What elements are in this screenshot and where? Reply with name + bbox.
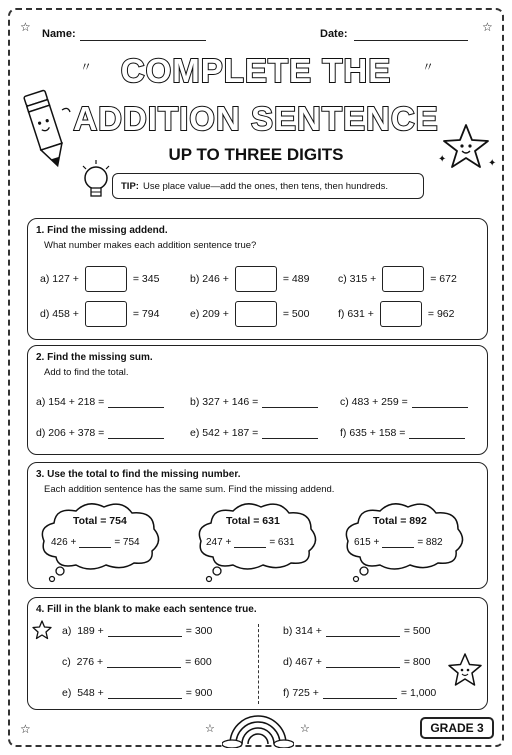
answer-blank[interactable] <box>108 428 164 439</box>
section-subtitle: Each addition sentence has the same sum. Find the missing addend. <box>44 484 335 495</box>
answer-box[interactable] <box>85 266 127 292</box>
page-subtitle: UP TO THREE DIGITS <box>168 145 344 164</box>
cloud-total: Total = 631 <box>226 515 280 527</box>
problem-item: d) 467 + = 800 <box>283 656 431 668</box>
cloud-equation: 247 + = 631 <box>206 537 295 548</box>
page-title-line2: ADDITION SENTENCE <box>73 100 439 137</box>
answer-blank[interactable] <box>412 397 468 408</box>
sparkle-icon: 〃 <box>422 60 435 74</box>
answer-box[interactable] <box>235 301 277 327</box>
tip-label: TIP: <box>121 180 139 192</box>
cloud-equation: 426 + = 754 <box>51 537 140 548</box>
star-icon <box>440 122 492 172</box>
name-label: Name: <box>42 28 76 40</box>
problem-item: d) 206 + 378 = <box>36 427 164 439</box>
section-title: 3. Use the total to find the missing number. <box>36 469 241 480</box>
name-field[interactable] <box>80 28 206 41</box>
rainbow-icon <box>222 712 294 748</box>
answer-blank[interactable] <box>108 688 182 699</box>
answer-blank[interactable] <box>409 428 465 439</box>
sparkle-icon: ✦ <box>438 154 447 165</box>
answer-blank[interactable] <box>108 626 182 637</box>
section-title: 4. Fill in the blank to make each sentence true. <box>36 604 257 615</box>
star-icon: ☆ <box>20 20 31 34</box>
answer-box[interactable] <box>382 266 424 292</box>
problem-item: c) 276 + = 600 <box>62 656 212 668</box>
problem-item: d) 458 + = 794 <box>40 301 159 327</box>
answer-blank[interactable] <box>262 428 318 439</box>
sparkle-icon: ✦ <box>488 158 497 169</box>
problem-item: a) 189 + = 300 <box>62 625 213 637</box>
answer-blank[interactable] <box>262 397 318 408</box>
problem-item: f) 631 + = 962 <box>338 301 455 327</box>
star-icon <box>32 620 52 640</box>
problem-item: f) 725 + = 1,000 <box>283 687 437 699</box>
answer-blank[interactable] <box>234 537 266 548</box>
column-divider <box>258 624 259 704</box>
answer-blank[interactable] <box>326 657 400 668</box>
page-title-line1: COMPLETE THE <box>120 52 392 89</box>
star-icon: ☆ <box>205 723 215 735</box>
section-title: 2. Find the missing sum. <box>36 352 153 363</box>
problem-item: e) 209 + = 500 <box>190 301 309 327</box>
problem-item: e) 548 + = 900 <box>62 687 213 699</box>
answer-blank[interactable] <box>108 397 164 408</box>
date-label: Date: <box>320 28 348 40</box>
problem-item: f) 635 + 158 = <box>340 427 465 439</box>
answer-blank[interactable] <box>323 688 397 699</box>
date-field[interactable] <box>354 28 468 41</box>
answer-box[interactable] <box>380 301 422 327</box>
section-subtitle: What number makes each addition sentence true? <box>44 240 257 251</box>
problem-item: e) 542 + 187 = <box>190 427 318 439</box>
tip-box <box>112 173 424 199</box>
section-subtitle: Add to find the total. <box>44 367 129 378</box>
section-missing-addend <box>27 218 488 340</box>
answer-box[interactable] <box>235 266 277 292</box>
section-fill-blank <box>27 597 488 710</box>
problem-item: c) 483 + 259 = <box>340 396 468 408</box>
answer-blank[interactable] <box>107 657 181 668</box>
cloud-equation: 615 + = 882 <box>354 537 443 548</box>
answer-blank[interactable] <box>382 537 414 548</box>
problem-item: b) 246 + = 489 <box>190 266 309 292</box>
sparkle-icon: 〃 <box>80 60 93 74</box>
problem-item: a) 127 + = 345 <box>40 266 159 292</box>
tip-text: Use place value—add the ones, then tens, then hundreds. <box>142 180 389 192</box>
section-title: 1. Find the missing addend. <box>36 225 168 236</box>
answer-blank[interactable] <box>79 537 111 548</box>
star-icon: ☆ <box>482 20 493 34</box>
problem-item: a) 154 + 218 = <box>36 396 164 408</box>
answer-box[interactable] <box>85 301 127 327</box>
star-icon <box>446 652 484 688</box>
lightbulb-icon <box>80 158 112 210</box>
section-missing-sum <box>27 345 488 455</box>
star-icon: ☆ <box>300 723 310 735</box>
section-same-total <box>27 462 488 589</box>
problem-item: c) 315 + = 672 <box>338 266 457 292</box>
problem-item: b) 327 + 146 = <box>190 396 318 408</box>
cloud-total: Total = 892 <box>373 515 427 527</box>
star-icon: ☆ <box>20 722 31 736</box>
answer-blank[interactable] <box>326 626 400 637</box>
pencil-icon <box>14 80 74 175</box>
grade-badge: GRADE 3 <box>420 717 494 739</box>
cloud-total: Total = 754 <box>73 515 127 527</box>
problem-item: b) 314 + = 500 <box>283 625 431 637</box>
